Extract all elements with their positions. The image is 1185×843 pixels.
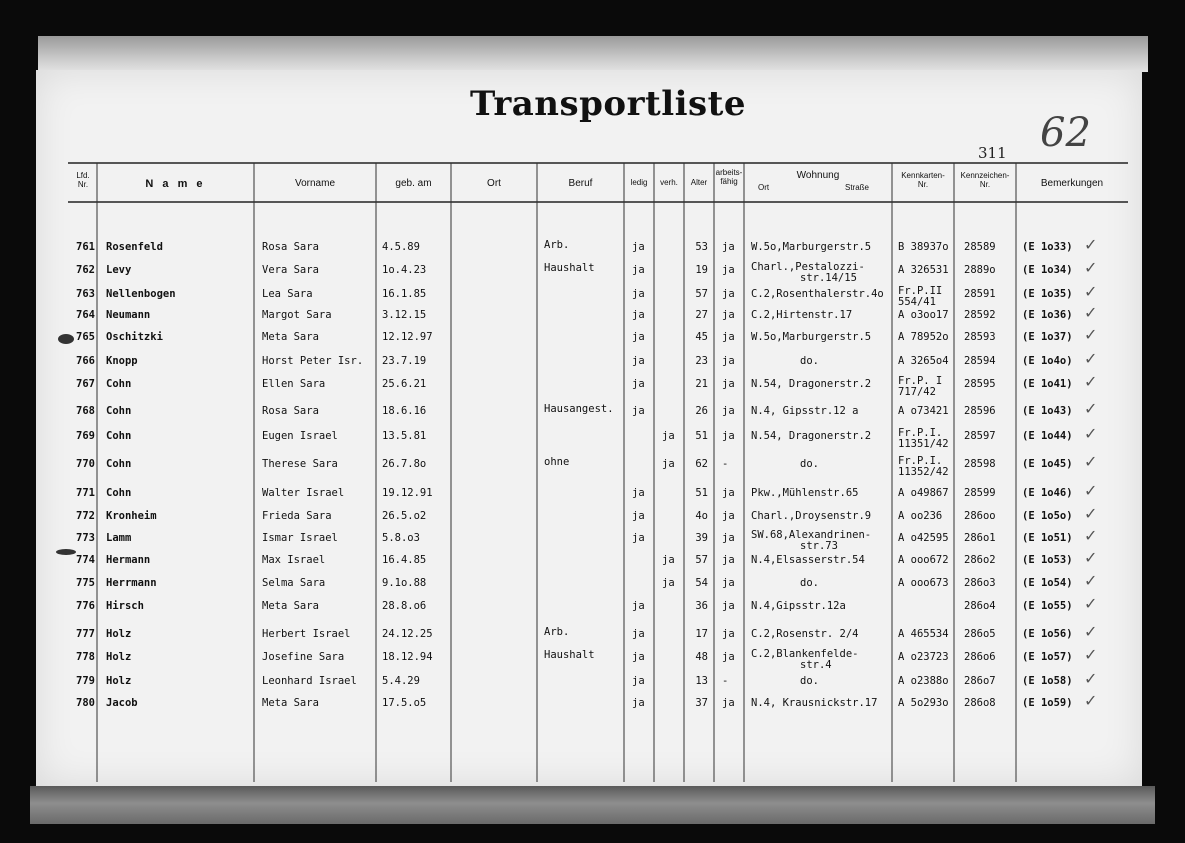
row-birthdate: 25.6.21 [382,378,427,390]
row-number: 762 [76,264,95,276]
row-name: Cohn [106,430,132,442]
col-header-ledig: ledig [630,178,648,187]
row-vorname: Lea Sara [262,288,313,300]
row-ledig: ja [632,628,645,640]
row-arbeitsfaehig: ja [722,288,735,300]
check-mark-icon: ✓ [1084,372,1098,391]
row-number: 773 [76,532,95,544]
row-birthdate: 13.5.81 [382,430,427,442]
row-arbeitsfaehig: ja [722,430,735,442]
col-header-lfd-nr: Lfd. Nr. [76,171,90,189]
row-name: Nellenbogen [106,288,176,300]
row-wohnung: N.4, Gipsstr.12 a [751,405,859,417]
row-kennzeichen: 28591 [964,288,996,300]
row-name: Lamm [106,532,132,544]
row-bemerkung: (E 1o43) [1022,405,1073,417]
row-bemerkung: (E 1o59) [1022,697,1073,709]
row-bemerkung: (E 1o37) [1022,331,1073,343]
row-name: Oschitzki [106,331,163,343]
row-alter: 53 [695,241,708,253]
row-alter: 36 [695,600,708,612]
row-vorname: Selma Sara [262,577,326,589]
row-name: Cohn [106,405,132,417]
row-kennzeichen: 28596 [964,405,996,417]
row-kennkarte: A 78952o [898,331,949,343]
check-mark-icon: ✓ [1084,481,1098,500]
row-beruf: ohne [544,456,570,468]
row-ledig: ja [632,378,645,390]
col-header-kennzeichen-nr: Kennzeichen- Nr. [960,171,1010,189]
row-number: 777 [76,628,95,640]
row-kennkarte: A o42595 [898,532,949,544]
row-number: 774 [76,554,95,566]
row-birthdate: 18.12.94 [382,651,433,663]
row-kennkarte: A o23723 [898,651,949,663]
row-bemerkung: (E 1o34) [1022,264,1073,276]
row-ledig: ja [632,697,645,709]
row-name: Hermann [106,554,151,566]
check-mark-icon: ✓ [1084,424,1098,443]
row-birthdate: 5.4.29 [382,675,420,687]
row-number: 771 [76,487,95,499]
row-arbeitsfaehig: ja [722,309,735,321]
row-beruf: Arb. [544,626,570,638]
row-number: 780 [76,697,95,709]
row-wohnung: N.4,Gipsstr.12a [751,600,846,612]
row-kennzeichen: 28598 [964,458,996,470]
check-mark-icon: ✓ [1084,691,1098,710]
row-vorname: Vera Sara [262,264,319,276]
row-kennzeichen: 28592 [964,309,996,321]
row-alter: 51 [695,487,708,499]
row-bemerkung: (E 1o35) [1022,288,1073,300]
row-alter: 27 [695,309,708,321]
row-birthdate: 9.1o.88 [382,577,427,589]
col-header-ort: Ort [487,178,501,189]
row-number: 778 [76,651,95,663]
row-birthdate: 4.5.89 [382,241,420,253]
row-alter: 26 [695,405,708,417]
row-kennkarte: Fr.P.I. [898,455,943,467]
row-bemerkung: (E 1o36) [1022,309,1073,321]
row-alter: 54 [695,577,708,589]
page-number: 311 [978,144,1007,162]
row-birthdate: 16.1.85 [382,288,427,300]
row-alter: 21 [695,378,708,390]
row-kennkarte: A o3oo17 [898,309,949,321]
row-kennzeichen: 286o6 [964,651,996,663]
col-header-arbeitsfaehig: arbeits- fähig [715,168,743,186]
row-kennkarte: 554/41 [898,296,936,308]
check-mark-icon: ✓ [1084,235,1098,254]
row-bemerkung: (E 1o58) [1022,675,1073,687]
row-name: Cohn [106,378,132,390]
row-wohnung: do. [800,355,819,367]
row-kennzeichen: 28597 [964,430,996,442]
row-kennkarte: A oo236 [898,510,943,522]
col-header-wohnung-ort: Ort [758,183,770,192]
row-alter: 62 [695,458,708,470]
row-kennzeichen: 286o2 [964,554,996,566]
row-kennkarte: A 326531 [898,264,949,276]
row-bemerkung: (E 1o44) [1022,430,1073,442]
row-ledig: ja [632,264,645,276]
row-kennkarte: Fr.P.I. [898,427,943,439]
row-vorname: Rosa Sara [262,405,319,417]
row-alter: 19 [695,264,708,276]
row-alter: 51 [695,430,708,442]
row-name: Holz [106,675,132,687]
ink-mark [56,549,76,555]
row-birthdate: 28.8.o6 [382,600,427,612]
row-birthdate: 24.12.25 [382,628,433,640]
row-number: 775 [76,577,95,589]
row-wohnung: N.4, Krausnickstr.17 [751,697,878,709]
row-kennzeichen: 286oo [964,510,996,522]
row-vorname: Margot Sara [262,309,332,321]
row-kennzeichen: 286o4 [964,600,996,612]
row-number: 766 [76,355,95,367]
row-vorname: Meta Sara [262,697,319,709]
check-mark-icon: ✓ [1084,303,1098,322]
row-vorname: Max Israel [262,554,326,566]
row-kennkarte: A 3265o4 [898,355,949,367]
row-arbeitsfaehig: ja [722,651,735,663]
row-wohnung: SW.68,Alexandrinen- [751,529,872,541]
row-bemerkung: (E 1o5o) [1022,510,1073,522]
row-kennzeichen: 28593 [964,331,996,343]
row-bemerkung: (E 1o56) [1022,628,1073,640]
row-wohnung: C.2,Blankenfelde- [751,648,859,660]
col-header-beruf: Beruf [568,178,593,189]
row-wohnung: N.4,Elsasserstr.54 [751,554,865,566]
row-arbeitsfaehig: ja [722,264,735,276]
check-mark-icon: ✓ [1084,452,1098,471]
row-wohnung: str.4 [800,659,832,671]
row-kennzeichen: 28595 [964,378,996,390]
check-mark-icon: ✓ [1084,399,1098,418]
row-alter: 23 [695,355,708,367]
row-bemerkung: (E 1o53) [1022,554,1073,566]
check-mark-icon: ✓ [1084,282,1098,301]
row-arbeitsfaehig: ja [722,697,735,709]
row-birthdate: 1o.4.23 [382,264,427,276]
row-arbeitsfaehig: ja [722,532,735,544]
row-arbeitsfaehig: ja [722,487,735,499]
check-mark-icon: ✓ [1084,349,1098,368]
row-vorname: Walter Israel [262,487,345,499]
row-number: 765 [76,331,95,343]
row-name: Holz [106,651,132,663]
row-wohnung: do. [800,577,819,589]
row-vorname: Josefine Sara [262,651,345,663]
row-alter: 37 [695,697,708,709]
row-wohnung: do. [800,458,819,470]
check-mark-icon: ✓ [1084,526,1098,545]
row-wohnung: do. [800,675,819,687]
row-number: 779 [76,675,95,687]
row-birthdate: 23.7.19 [382,355,427,367]
check-mark-icon: ✓ [1084,594,1098,613]
row-vorname: Meta Sara [262,600,319,612]
row-name: Hirsch [106,600,144,612]
row-birthdate: 5.8.o3 [382,532,420,544]
row-kennzeichen: 286o8 [964,697,996,709]
row-vorname: Herbert Israel [262,628,351,640]
row-alter: 57 [695,288,708,300]
row-wohnung: C.2,Rosenstr. 2/4 [751,628,859,640]
row-wohnung: N.54, Dragonerstr.2 [751,430,872,442]
handwritten-page-number: 62 [1040,110,1091,156]
row-arbeitsfaehig: ja [722,554,735,566]
row-kennzeichen: 286o3 [964,577,996,589]
row-kennzeichen: 286o5 [964,628,996,640]
row-bemerkung: (E 1o45) [1022,458,1073,470]
row-bemerkung: (E 1o46) [1022,487,1073,499]
row-beruf: Haushalt [544,649,595,661]
col-header-geb-am: geb. am [395,178,432,189]
check-mark-icon: ✓ [1084,622,1098,641]
row-kennzeichen: 28589 [964,241,996,253]
row-kennkarte: A o2388o [898,675,949,687]
row-wohnung: N.54, Dragonerstr.2 [751,378,872,390]
check-mark-icon: ✓ [1084,325,1098,344]
row-verh: ja [662,430,675,442]
row-bemerkung: (E 1o4o) [1022,355,1073,367]
row-arbeitsfaehig: - [722,675,729,687]
row-birthdate: 26.7.8o [382,458,427,470]
col-header-alter: Alter [690,178,708,187]
row-name: Rosenfeld [106,241,163,253]
row-number: 764 [76,309,95,321]
check-mark-icon: ✓ [1084,258,1098,277]
row-alter: 57 [695,554,708,566]
row-number: 763 [76,288,95,300]
row-birthdate: 26.5.o2 [382,510,427,522]
col-header-verh: verh. [660,178,678,187]
row-ledig: ja [632,651,645,663]
row-kennzeichen: 28594 [964,355,996,367]
row-vorname: Eugen Israel [262,430,338,442]
row-ledig: ja [632,288,645,300]
row-wohnung: W.5o,Marburgerstr.5 [751,331,872,343]
col-header-kennkarten-nr: Kennkarten- Nr. [901,171,945,189]
row-arbeitsfaehig: - [722,458,729,470]
row-bemerkung: (E 1o41) [1022,378,1073,390]
row-number: 770 [76,458,95,470]
check-mark-icon: ✓ [1084,504,1098,523]
row-birthdate: 16.4.85 [382,554,427,566]
row-kennkarte: Fr.P. I [898,375,943,387]
col-header-wohnung: Wohnung [796,170,840,181]
row-alter: 39 [695,532,708,544]
row-wohnung: str.73 [800,540,838,552]
row-beruf: Haushalt [544,262,595,274]
row-bemerkung: (E 1o33) [1022,241,1073,253]
row-kennkarte: 11351/42 [898,438,949,450]
row-arbeitsfaehig: ja [722,600,735,612]
row-number: 772 [76,510,95,522]
col-header-wohnung-strasse: Straße [845,183,870,192]
row-name: Jacob [106,697,138,709]
row-ledig: ja [632,405,645,417]
col-header-vorname: Vorname [294,178,336,189]
row-name: Neumann [106,309,151,321]
row-wohnung: Charl.,Droysenstr.9 [751,510,872,522]
row-number: 768 [76,405,95,417]
row-kennzeichen: 28599 [964,487,996,499]
row-name: Herrmann [106,577,157,589]
col-header-name: N a m e [145,178,206,190]
col-header-bemerkungen: Bemerkungen [1040,178,1104,189]
row-beruf: Hausangest. [544,403,614,415]
row-ledig: ja [632,331,645,343]
row-ledig: ja [632,600,645,612]
row-bemerkung: (E 1o54) [1022,577,1073,589]
row-bemerkung: (E 1o55) [1022,600,1073,612]
row-alter: 45 [695,331,708,343]
check-mark-icon: ✓ [1084,548,1098,567]
row-vorname: Meta Sara [262,331,319,343]
check-mark-icon: ✓ [1084,571,1098,590]
row-wohnung: C.2,Hirtenstr.17 [751,309,853,321]
row-kennkarte: B 38937o [898,241,949,253]
row-name: Kronheim [106,510,157,522]
row-beruf: Arb. [544,239,570,251]
row-birthdate: 12.12.97 [382,331,433,343]
row-kennkarte: A o73421 [898,405,949,417]
row-kennkarte: A ooo673 [898,577,949,589]
row-wohnung: W.5o,Marburgerstr.5 [751,241,872,253]
row-kennkarte: A 465534 [898,628,949,640]
row-ledig: ja [632,241,645,253]
row-arbeitsfaehig: ja [722,241,735,253]
row-name: Cohn [106,458,132,470]
row-wohnung: C.2,Rosenthalerstr.4o [751,288,884,300]
row-ledig: ja [632,309,645,321]
row-arbeitsfaehig: ja [722,378,735,390]
row-number: 769 [76,430,95,442]
row-ledig: ja [632,675,645,687]
row-vorname: Rosa Sara [262,241,319,253]
row-name: Holz [106,628,132,640]
row-ledig: ja [632,355,645,367]
row-verh: ja [662,554,675,566]
row-arbeitsfaehig: ja [722,331,735,343]
row-alter: 4o [695,510,708,522]
row-kennkarte: A 5o293o [898,697,949,709]
row-birthdate: 19.12.91 [382,487,433,499]
row-vorname: Ismar Israel [262,532,338,544]
row-kennkarte: 717/42 [898,386,936,398]
row-arbeitsfaehig: ja [722,405,735,417]
row-arbeitsfaehig: ja [722,577,735,589]
ink-mark [58,334,74,344]
row-number: 776 [76,600,95,612]
row-name: Knopp [106,355,138,367]
row-alter: 17 [695,628,708,640]
row-vorname: Ellen Sara [262,378,326,390]
row-kennzeichen: 2889o [964,264,996,276]
row-kennzeichen: 286o1 [964,532,996,544]
row-wohnung: Pkw.,Mühlenstr.65 [751,487,859,499]
row-arbeitsfaehig: ja [722,355,735,367]
row-kennkarte: A o49867 [898,487,949,499]
row-ledig: ja [632,510,645,522]
row-vorname: Frieda Sara [262,510,332,522]
check-mark-icon: ✓ [1084,669,1098,688]
row-arbeitsfaehig: ja [722,628,735,640]
row-name: Levy [106,264,132,276]
row-verh: ja [662,577,675,589]
row-birthdate: 17.5.o5 [382,697,427,709]
row-wohnung: str.14/15 [800,272,857,284]
row-vorname: Therese Sara [262,458,338,470]
check-mark-icon: ✓ [1084,645,1098,664]
row-kennzeichen: 286o7 [964,675,996,687]
row-birthdate: 3.12.15 [382,309,427,321]
row-verh: ja [662,458,675,470]
row-number: 767 [76,378,95,390]
document-title: Transportliste [470,84,747,124]
row-vorname: Horst Peter Isr. [262,355,364,367]
row-name: Cohn [106,487,132,499]
row-alter: 48 [695,651,708,663]
row-vorname: Leonhard Israel [262,675,357,687]
row-ledig: ja [632,532,645,544]
row-arbeitsfaehig: ja [722,510,735,522]
row-wohnung: Charl.,Pestalozzi- [751,261,865,273]
row-number: 761 [76,241,95,253]
row-bemerkung: (E 1o57) [1022,651,1073,663]
row-bemerkung: (E 1o51) [1022,532,1073,544]
row-kennkarte: A ooo672 [898,554,949,566]
row-birthdate: 18.6.16 [382,405,427,417]
row-kennkarte: Fr.P.II [898,285,943,297]
row-alter: 13 [695,675,708,687]
row-kennkarte: 11352/42 [898,466,949,478]
row-ledig: ja [632,487,645,499]
